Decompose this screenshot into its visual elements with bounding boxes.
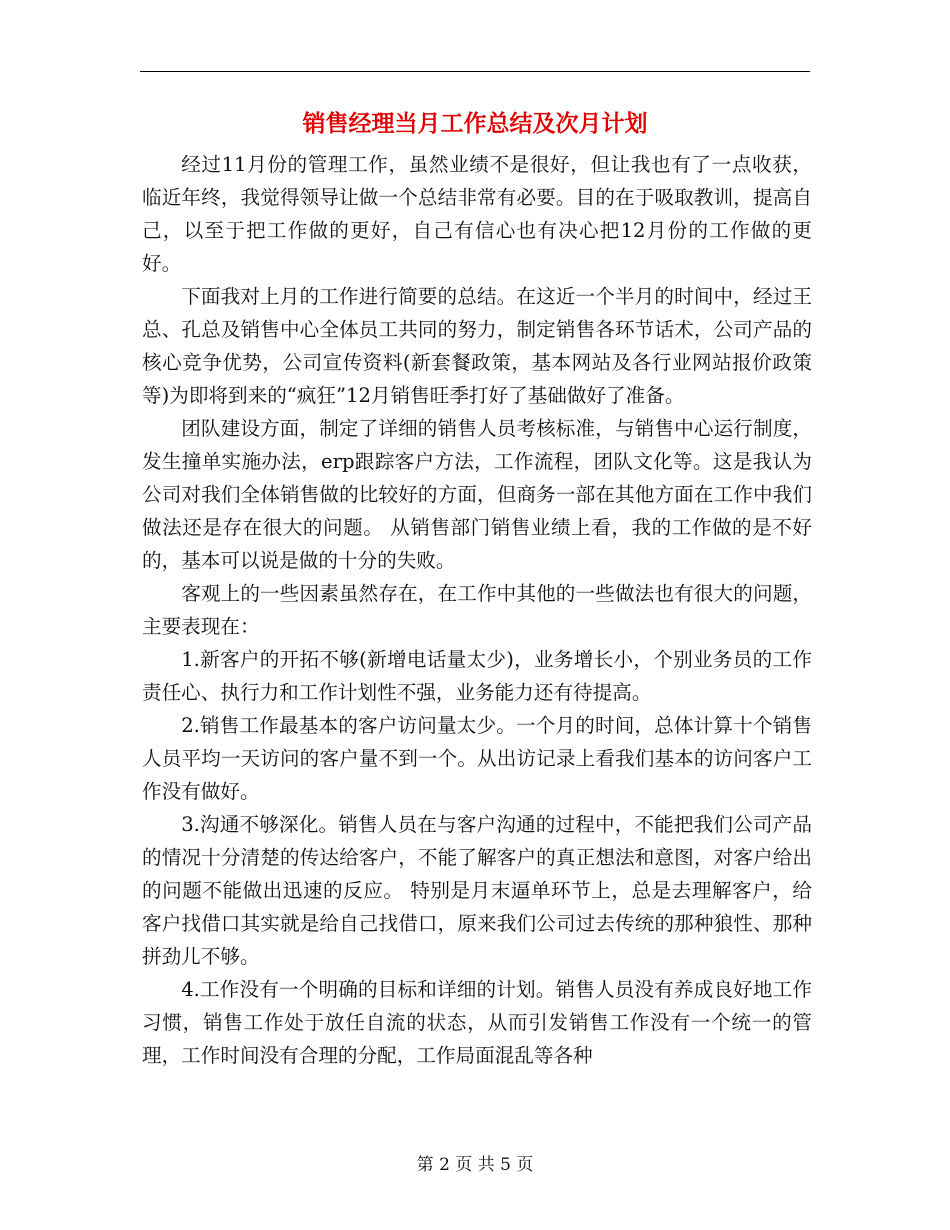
paragraph: 经过11月份的管理工作，虽然业绩不是很好，但让我也有了一点收获，临近年终，我觉得领导让做一个总结非常有必要。目的在于吸取教训，提高自己，以至于把工作做的更好，自己有信心也有决心把12月份的工作做的更好。: [142, 153, 812, 275]
list-item-paragraph: 2.销售工作最基本的客户访问量太少。一个月的时间，总体计算十个销售人员平均一天访问的客户量不到一个。从出访记录上看我们基本的访问客户工作没有做好。: [142, 714, 812, 803]
paragraph: 团队建设方面，制定了详细的销售人员考核标准，与销售中心运行制度，发生撞单实施办法，erp跟踪客户方法，工作流程，团队文化等。这是我认为公司对我们全体销售做的比较好的方面，但商务一部在其他方面在工作中我们做法还是存在很大的问题。 从销售部门销售业绩上看，我的工作做的是不好的，基本可以说是做的十分的失败。: [142, 417, 812, 572]
list-item-paragraph: 3.沟通不够深化。销售人员在与客户沟通的过程中，不能把我们公司产品的情况十分清楚的传达给客户，不能了解客户的真正想法和意图，对客户给出的问题不能做出迅速的反应。 特别是月末逼单环节上，总是去理解客户，给客户找借口其实就是给自己找借口，原来我们公司过去传统的那种狼性、那种拼劲儿不够。: [142, 813, 812, 968]
header-rule: [140, 71, 810, 72]
list-item-paragraph: 1.新客户的开拓不够(新增电话量太少)，业务增长小，个别业务员的工作责任心、执行力和工作计划性不强，业务能力还有待提高。: [142, 648, 812, 704]
paragraph: 下面我对上月的工作进行简要的总结。在这近一个半月的时间中，经过王总、孔总及销售中心全体员工共同的努力，制定销售各环节话术，公司产品的核心竞争优势，公司宣传资料(新套餐政策，基本网站及各行业网站报价政策等)为即将到来的“疯狂”12月销售旺季打好了基础做好了准备。: [142, 285, 812, 407]
list-item-paragraph: 4.工作没有一个明确的目标和详细的计划。销售人员没有养成良好地工作习惯，销售工作处于放任自流的状态，从而引发销售工作没有一个统一的管理，工作时间没有合理的分配，工作局面混乱等各种: [142, 978, 812, 1067]
page-number-footer: 第 2 页 共 5 页: [416, 1155, 534, 1175]
document-body: [142, 148, 812, 1072]
document-title: 销售经理当月工作总结及次月计划: [302, 110, 648, 137]
paragraph: 客观上的一些因素虽然存在，在工作中其他的一些做法也有很大的问题，主要表现在：: [142, 582, 812, 638]
